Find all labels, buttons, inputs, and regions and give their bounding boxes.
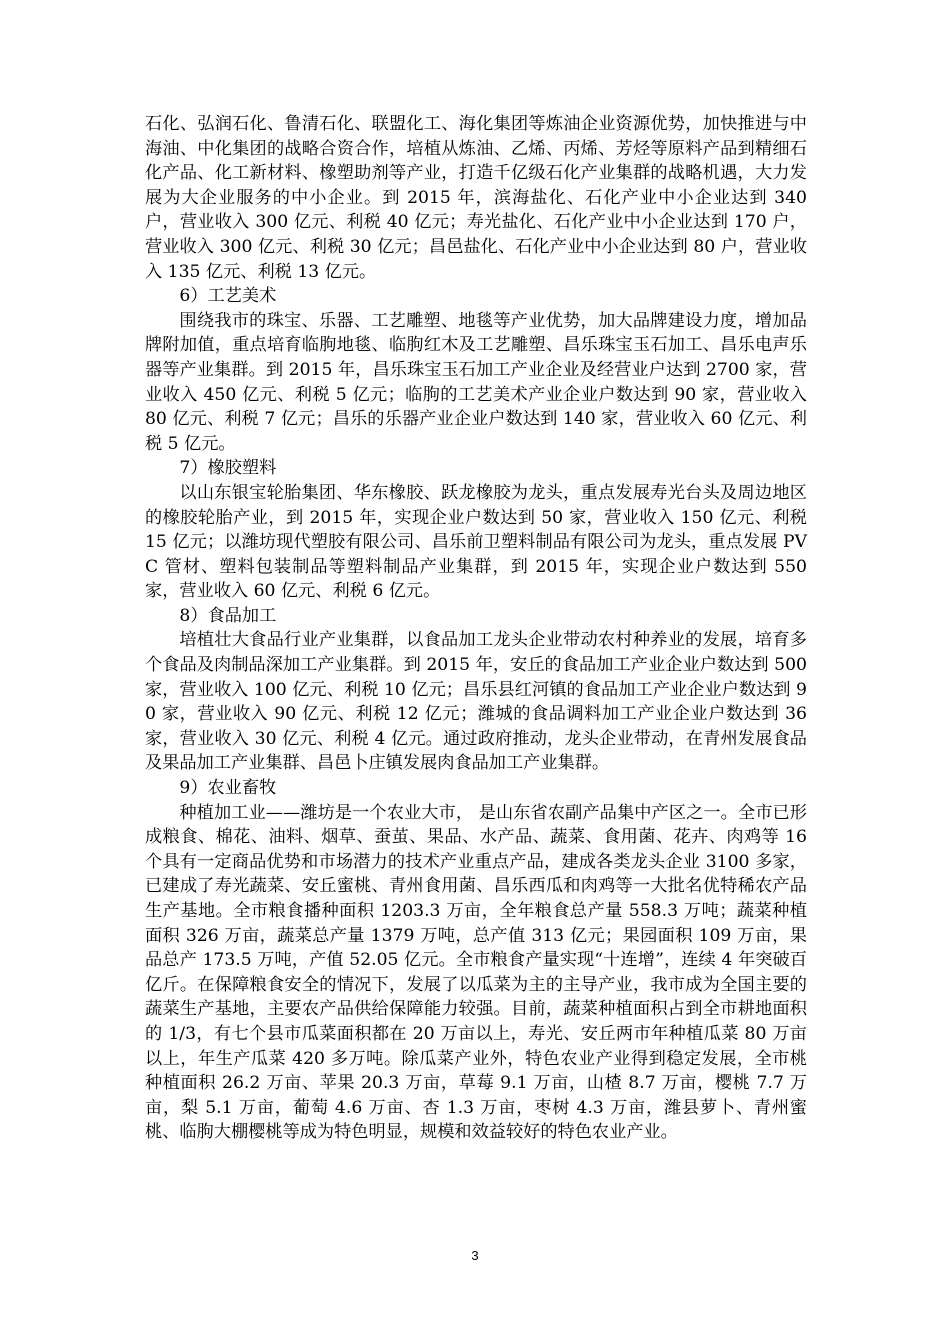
- section-heading-food-processing: 8）食品加工: [179, 605, 277, 626]
- paragraph-agriculture: 种植加工业——潍坊是一个农业大市， 是山东省农副产品集中产区之一。全市已形成粮食、棉花、油料、烟草、蚕茧、果品、水产品、蔬菜、食用菌、花卉、肉鸡等 16 个具有一定商品优势和市场潜力的技术产业重点产品，建成各类龙头企业 3100 多家，已建成了寿光蔬菜、安丘蜜桃、青州食用菌、昌乐西瓜和肉鸡等一大批名优特稀农产品生产基地。全市粮食播种面积 1203.3 万亩，全年粮食总产量 558.3 万吨；蔬菜种植面积 326 万亩，蔬菜总产量 1379 万吨，总产值 313 亿元；果园面积 109 万亩，果品总产 173.5 万吨，产值 52.05 亿元。全市粮食产量实现“十连增”，连续 4 年突破百亿斤。在保障粮食安全的情况下，发展了以瓜菜为主的主导产业，我市成为全国主要的蔬菜生产基地，主要农产品供给保障能力较强。目前，蔬菜种植面积占到全市耕地面积的 1/3，有七个县市瓜菜面积都在 20 万亩以上，寿光、安丘两市年种植瓜菜 80 万亩以上，年生产瓜菜 420 多万吨。除瓜菜产业外，特色农业产业得到稳定发展，全市桃种植面积 26.2 万亩、苹果 20.3 万亩，草莓 9.1 万亩，山楂 8.7 万亩，樱桃 7.7 万亩，梨 5.1 万亩，葡萄 4.6 万亩、杏 1.3 万亩，枣树 4.3 万亩，潍县萝卜、青州蜜桃、临朐大棚樱桃等成为特色明显，规模和效益较好的特色农业产业。: [145, 802, 807, 1143]
- document-body: [145, 112, 807, 1145]
- section-heading-agriculture: 9）农业畜牧: [179, 778, 277, 799]
- paragraph-crafts: 围绕我市的珠宝、乐器、工艺雕塑、地毯等产业优势，加大品牌建设力度，增加品牌附加值，重点培育临朐地毯、临朐红木及工艺雕塑、昌乐珠宝玉石加工、昌乐电声乐器等产业集群。到 2015 年，昌乐珠宝玉石加工产业企业及经营业户达到 2700 家，营业收入 450 亿元、利税 5 亿元；临朐的工艺美术产业企业户数达到 90 家，营业收入 80 亿元、利税 7 亿元；昌乐的乐器产业企业户数达到 140 家，营业收入 60 亿元、利税 5 亿元。: [145, 310, 807, 454]
- section-heading-rubber-plastics: 7）橡胶塑料: [179, 458, 277, 479]
- paragraph-petrochemical: 石化、弘润石化、鲁清石化、联盟化工、海化集团等炼油企业资源优势，加快推进与中海油、中化集团的战略合资合作，培植从炼油、乙烯、丙烯、芳烃等原料产品到精细石化产品、化工新材料、橡塑助剂等产业，打造千亿级石化产业集群的战略机遇，大力发展为大企业服务的中小企业。到 2015 年，滨海盐化、石化产业中小企业达到 340 户，营业收入 300 亿元、利税 40 亿元；寿光盐化、石化产业中小企业达到 170 户，营业收入 300 亿元、利税 30 亿元；昌邑盐化、石化产业中小企业达到 80 户，营业收入 135 亿元、利税 13 亿元。: [145, 114, 807, 282]
- section-heading-crafts: 6）工艺美术: [179, 286, 277, 307]
- paragraph-food-processing: 培植壮大食品行业产业集群，以食品加工龙头企业带动农村种养业的发展，培育多个食品及肉制品深加工产业集群。到 2015 年，安丘的食品加工产业企业户数达到 500 家，营业收入 100 亿元、利税 10 亿元；昌乐县红河镇的食品加工产业企业户数达到 90 家，营业收入 90 亿元、利税 12 亿元；潍城的食品调料加工产业企业户数达到 36 家，营业收入 30 亿元、利税 4 亿元。通过政府推动，龙头企业带动，在青州发展食品及果品加工产业集群、昌邑卜庄镇发展肉食品加工产业集群。: [145, 630, 807, 774]
- paragraph-rubber-plastics: 以山东银宝轮胎集团、华东橡胶、跃龙橡胶为龙头，重点发展寿光台头及周边地区的橡胶轮胎产业，到 2015 年，实现企业户数达到 50 家，营业收入 150 亿元、利税 15 亿元；以潍坊现代塑胶有限公司、昌乐前卫塑料制品有限公司为龙头，重点发展 PVC 管材、塑料包装制品等塑料制品产业集群，到 2015 年，实现企业户数达到 550 家，营业收入 60 亿元、利税 6 亿元。: [145, 482, 807, 602]
- page-number: 3: [471, 1248, 479, 1263]
